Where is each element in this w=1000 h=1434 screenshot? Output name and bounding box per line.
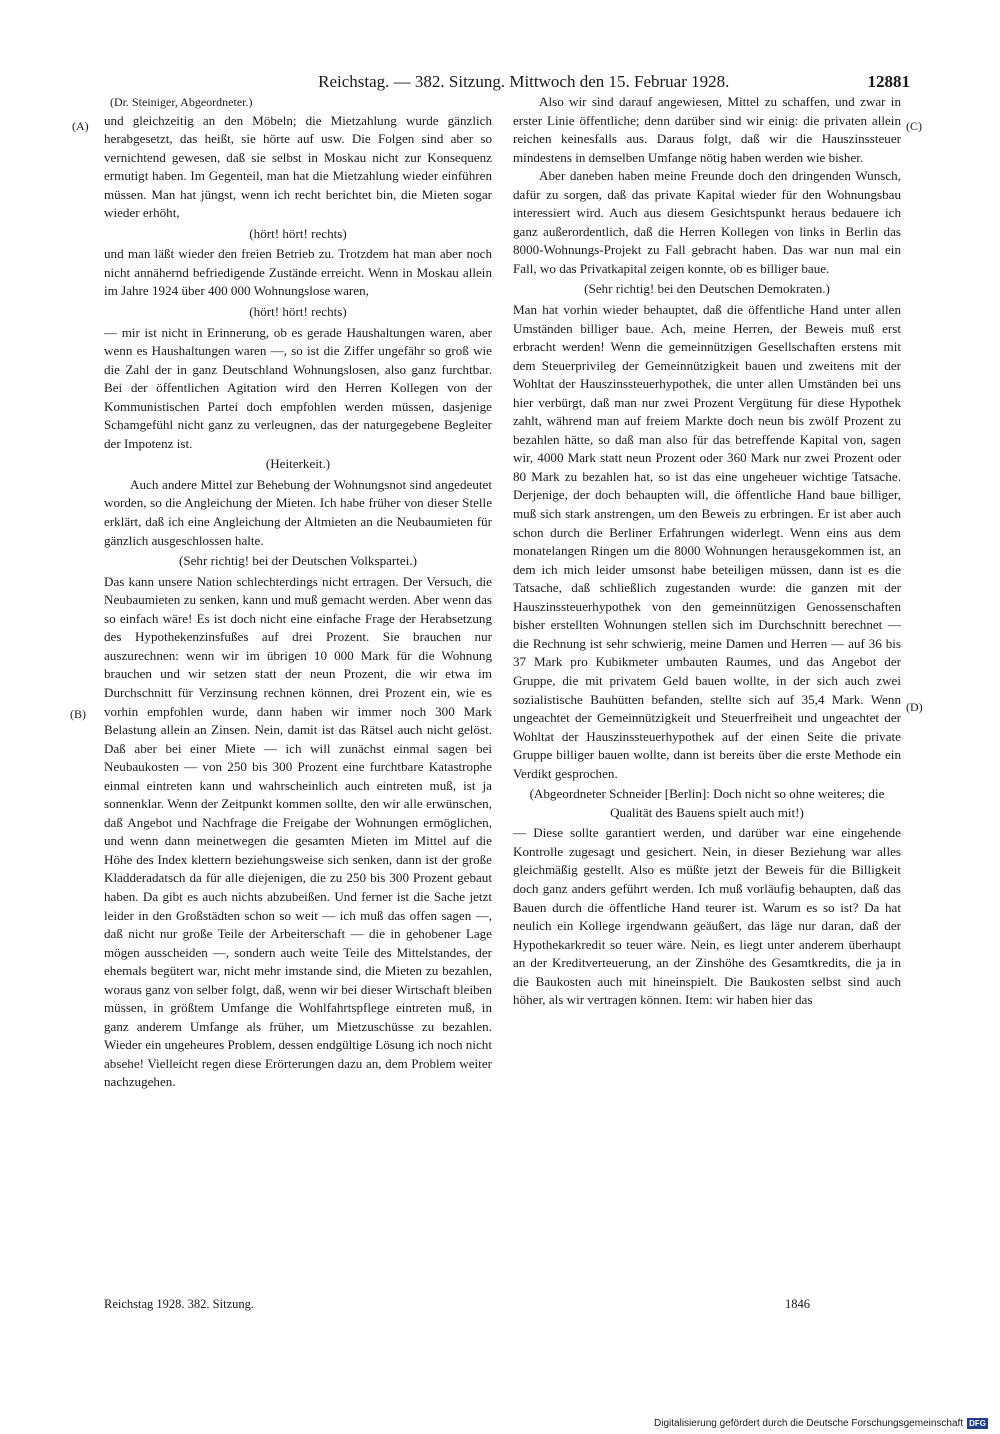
margin-marker-b: (B) (70, 707, 86, 721)
paragraph: und gleichzeitig an den Möbeln; die Mietzahlung wurde gänzlich herabgesetzt, das heißt, sie hörte auf usw. Die Folgen sind aber so vernichtend gewesen, daß sie selbst in Moskau nicht zur Konsequenz ermutigt haben. Im Gegenteil, man hat die Mietzahlung wieder einführen müssen. Man hat jüngst, wenn ich recht berichtet bin, die Mieten sogar wieder erhöht, (104, 112, 492, 221)
paragraph: Aber daneben haben meine Freunde doch den dringenden Wunsch, dafür zu sorgen, daß das private Kapital wieder für den Wohnungsbau interessiert wird. Auch aus diesem Gesichtspunkt heraus bedauere ich ganz außerordentlich, daß die Herren Kollegen von links in Berlin das 8000-Wohnungs-Projekt zu Fall gebracht haben. Das war nun mal ein Fall, wo das Privatkapital zeigen konnte, ob es billiger baue. (513, 168, 901, 276)
dfg-logo-icon: DFG (969, 1419, 986, 1428)
right-column (513, 93, 901, 1010)
header-title: Reichstag. — 382. Sitzung. Mittwoch den 15. Februar 1928. (318, 72, 730, 91)
interjection: (Sehr richtig! bei der Deutschen Volkspartei.) (178, 553, 418, 569)
paragraph: und man läßt wieder den freien Betrieb zu. Trotzdem hat man aber noch nicht annähernd befriedigende Zustände erreicht. Wenn in Moskau allein im Jahre 1924 über 400 000 Wohnungslose waren, (104, 246, 492, 299)
funding-credit (654, 1418, 988, 1429)
interjection: (Sehr richtig! bei den Deutschen Demokraten.) (584, 281, 830, 297)
paragraph: Das kann unsere Nation schlechterdings nicht ertragen. Der Versuch, die Neubaumieten zu senken, kann und muß gemacht werden. Aber wenn das so einfach wäre! Es ist doch nicht eine einfache Frage der Herabsetzung des Hypothekenzinsfußes auf drei Prozent. Sie brauchen nur auszurechnen: wenn wir im übrigen 10 000 Mark für die Wohnung brauchen und wir setzen statt der neun Prozent, die wir etwa im Durchschnitt für Verzinsung rechnen können, drei Prozent ein, wie es vorhin empfohlen wurde, dann haben wir immer noch 300 Mark Belastung allein an Zinsen. Nein, damit ist das Rätsel auch nicht gelöst. Daß aber bei einer Miete — ich will zunächst einmal sagen bei Neubaukosten — von 250 bis 300 Prozent eine furchtbare Katastrophe einmal eintreten kann und wahrscheinlich auch eintreten muß, ist ja sonnenklar. Wenn der Zeitpunkt kommen sollte, den wir alle erwünschen, daß Angebot und Nachfrage die Freigabe der Wohnungen ermöglichen, und wenn dann meinetwegen die gesamten Mieten im Mittel auf die Höhe des Index klettern beziehungsweise sich senken, dann ist der große Kladderadatsch da für alle diejenigen, die zu 250 bis 300 Prozent gebaut haben. Da gibt es auch nichts abzubeißen. Und ferner ist die Sache jetzt leider in den Großstädten schon so weit — ich muß das offen sagen —, daß nicht nur große Teile der Arbeiterschaft — die in gehobener Lage mögen ausscheiden —, sondern auch weite Teile des Mittelstandes, der ehemals begütert war, nicht mehr imstande sind, die Mieten zu bezahlen, woraus ganz von selber folgt, daß, wenn wir bei dieser Wirtschaft bleiben müssen, in größtem Umfange die Wohlfahrtspflege eintreten muß, in ganz anderem Umfange als früher, um Mietzuschüsse zu bezahlen. Wieder ein ungeheures Problem, dessen endgültige Lösung ich noch nicht absehe! Vielleicht regen diese Erörterungen dazu an, dem Problem weiter nachzugehen. (104, 573, 492, 1090)
speaker-label: (Dr. Steiniger, Abgeordneter.) (110, 95, 253, 109)
funding-credit-text: Digitalisierung gefördert durch die Deutsche Forschungsgemeinschaft (654, 1418, 964, 1429)
footer-session: Reichstag 1928. 382. Sitzung. (104, 1297, 254, 1311)
interjection: (Abgeordneter Schneider [Berlin]: Doch nicht so ohne weiteres; die Qualität des Bauens spielt auch mit!) (529, 786, 885, 820)
paragraph: — Diese sollte garantiert werden, und darüber war eine eingehende Kontrolle zugesagt und gesichert. Nein, in dieser Beziehung war alles gleichmäßig gestellt. Also es müßte jetzt der Beweis für die Billigkeit doch ganz anders geführt werden. Ich muß vorläufig behaupten, daß das Bauen durch die öffentliche Hand teurer ist. Warum es so ist? Da hat neulich ein Kollege irgendwann geäußert, das läge nur daran, daß der Hypothekarkredit so teuer wäre. Nein, es liegt unter anderem überhaupt an der Kreditverteuerung, an der Zinshöhe des Gesamtkredits, die ja in die Baukosten auch mit hineinspielt. Die Baukosten selbst sind auch höher, als wir vertragen können. Item: wir haben hier das (513, 825, 901, 1008)
footer-sheet-number: 1846 (785, 1297, 810, 1311)
margin-marker-a: (A) (72, 119, 89, 133)
page-number: 12881 (867, 72, 910, 91)
margin-marker-d: (D) (906, 700, 923, 714)
paragraph: Man hat vorhin wieder behauptet, daß die öffentliche Hand unter allen Umständen billiger baue. Ach, meine Herren, der Beweis muß erst erbracht werden! Wenn die gemeinnützigen Gesellschaften erstens mit dem Steuerprivileg der Gemeinnützigkeit bauen und zweitens mit der Wohltat der Hauszinssteuerhypothek, die unter allen Umständen bei uns hier verbürgt, daß man nur zwei Prozent Vergütung für diese Hypothek zahlt, während man auf freiem Markte doch neun bis zwölf Prozent zu bezahlen hätte, so daß man also für das betreffende Kapital von, sagen wir, 4000 Mark statt neun Prozent oder 360 Mark nur zwei Prozent oder 80 Mark zu bezahlen hat, so ist das eine ungeheuer wichtige Tatsache. Derjenige, der doch behaupten will, die öffentliche Hand baue billiger, muß sich stark anstrengen, um den Beweis zu erbringen. Er ist aber auch schon durch die Berliner Erfahrungen widerlegt. Wenn eins aus dem monatelangen Ringen um die 8000 Wohnungen herausgekommen ist, an dem ich mich leider umsonst habe beteiligen müssen, dann ist es die Tatsache, daß schließlich zugestanden wurde: die ganzen mit der Hauszinssteuerhypothek von den gemeinnützigen Genossenschaften bisher erstellten Wohnungen stellen sich im Durchschnitt berechnet — die Rechnung ist sehr schwierig, meine Damen und Herren — auf 36 bis 37 Mark pro Kubikmeter umbauten Raumes, und das Angebot der Gruppe, die mit privatem Geld bauen wollte, in der sich auch zwei sozialistische Bauhütten befanden, stellte sich auf 35,4 Mark. Wenn ungeachtet der Gemeinnützigkeit und Steuerfreiheit und ungeachtet der Wohltat der Hauszinssteuerhypothek auf der einen Seite die private Gruppe billiger bauen wollte, dann ist bereits über die erste Methode ein Verdikt gesprochen. (513, 302, 901, 781)
paragraph: Auch andere Mittel zur Behebung der Wohnungsnot sind angedeutet worden, so die Angleichung der Mieten. Ich habe früher von dieser Stelle erklärt, daß ich eine Angleichung der Altmieten an die Neubaumieten für gänzlich ausgeschlossen halte. (104, 476, 492, 548)
paragraph: — mir ist nicht in Erinnerung, ob es gerade Haushaltungen waren, aber wenn es Haushaltungen waren —, so ist die Ziffer ungefähr so groß wie die Zahl der in ganz Deutschland Wohnungslosen, also ganz furchtbar. Bei der öffentlichen Agitation wird den Herren Kollegen von der Kommunistischen Partei doch empfohlen werden müssen, dasjenige Schamgefühl nicht ganz zu verleugnen, das der naturgegebene Begleiter der Impotenz ist. (104, 324, 492, 451)
interjection: (hört! hört! rechts) (249, 225, 347, 241)
left-column (104, 93, 492, 1092)
margin-marker-c: (C) (906, 119, 922, 133)
interjection: (hört! hört! rechts) (249, 304, 347, 320)
paragraph: Also wir sind darauf angewiesen, Mittel zu schaffen, und zwar in erster Linie öffentliche; denn darüber sind wir einig: die privaten allein reichen keinesfalls aus. Daraus folgt, daß wir die Hauszinssteuer mindestens in demselben Umfange nötig haben werden wie bisher. (513, 94, 901, 165)
interjection: (Heiterkeit.) (265, 456, 331, 472)
